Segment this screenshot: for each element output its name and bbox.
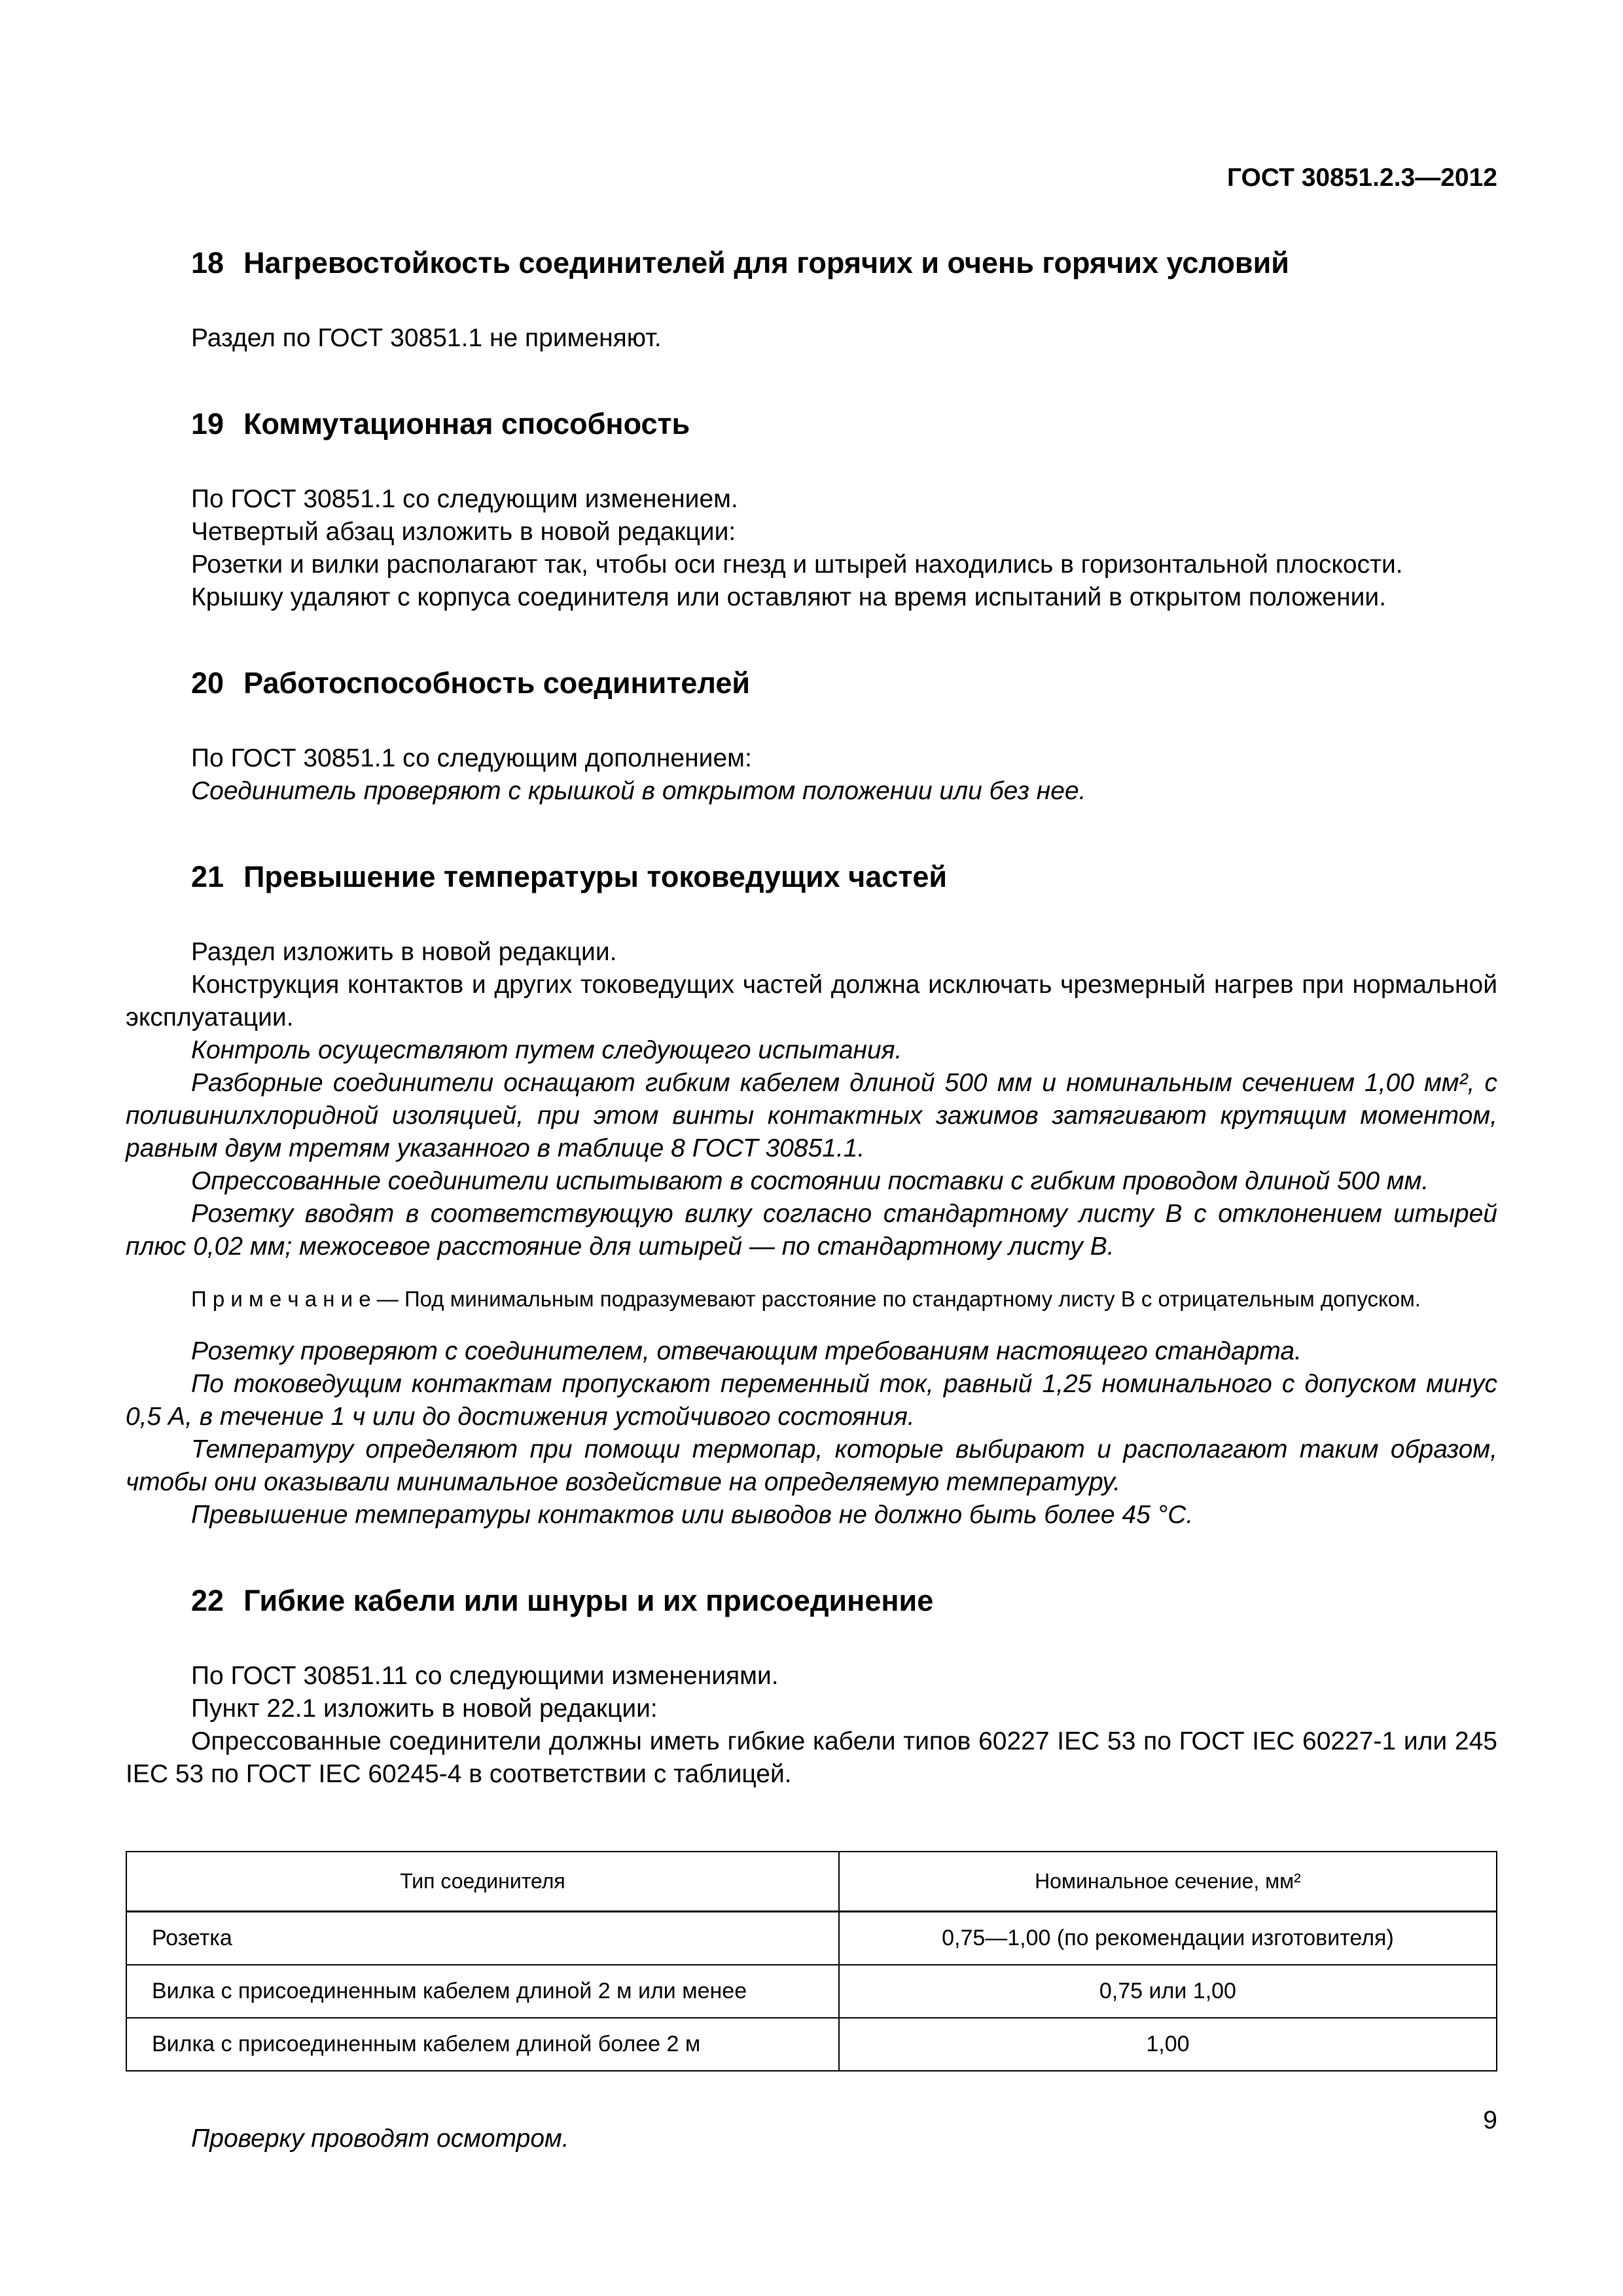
nominal-section-cell: 0,75 или 1,00 — [839, 1965, 1497, 2018]
section-18-heading — [191, 245, 1497, 281]
table-header-row — [126, 1852, 1497, 1912]
s19-paragraph-3: Розетки и вилки располагают так, чтобы оси гнезд и штырей находились в горизонтальной плоскости. — [191, 550, 1403, 579]
s21-note: П р и м е ч а н и е — Под минимальным подразумевают расстояние по стандартному листу B с отрицательным допуском. — [191, 1287, 1421, 1311]
s20-paragraph-1: По ГОСТ 30851.1 со следующим дополнением: — [191, 744, 752, 772]
section-22-heading — [191, 1583, 1497, 1619]
s19-paragraph-2: Четвертый абзац изложить в новой редакции: — [191, 518, 736, 546]
nominal-section-cell: 1,00 — [839, 2018, 1497, 2071]
section-19-title: Коммутационная способность — [243, 407, 690, 440]
nominal-section-cell: 0,75—1,00 (по рекомендации изготовителя) — [839, 1912, 1497, 1965]
s21-paragraph-1: Раздел изложить в новой редакции. — [191, 938, 617, 966]
section-19-number: 19 — [191, 407, 224, 440]
table-row — [126, 2018, 1497, 2071]
s22-paragraph-1: По ГОСТ 30851.11 со следующими изменениями. — [191, 1662, 779, 1690]
connector-type-cell: Вилка с присоединенным кабелем длиной более 2 м — [126, 2018, 839, 2071]
table-body — [126, 1912, 1497, 2072]
s21-paragraph-10: Превышение температуры контактов или выводов не должно быть более 45 °С. — [191, 1501, 1194, 1529]
s19-paragraph-4: Крышку удаляют с корпуса соединителя или оставляют на время испытаний в открытом положении. — [191, 583, 1387, 611]
section-20-heading — [191, 665, 1497, 702]
s21-paragraph-8: По токоведущим контактам пропускают переменный ток, равный 1,25 номинального с допуском минус 0,5 А, в течение 1 ч или до достижения устойчивого состояния. — [126, 1370, 1497, 1431]
s21-paragraph-9: Температуру определяют при помощи термопар, которые выбирают и располагают таким образом, чтобы они оказывали минимальное воздействие на определяемую температуру. — [126, 1435, 1497, 1496]
s21-paragraph-3: Контроль осуществляют путем следующего испытания. — [191, 1036, 902, 1064]
s18-paragraph-1: Раздел по ГОСТ 30851.1 не применяют. — [191, 324, 662, 352]
page-number: 9 — [1483, 2106, 1497, 2134]
section-19-heading — [191, 406, 1497, 442]
cable-section-table — [126, 1851, 1497, 2072]
table-header — [126, 1852, 1497, 1912]
s21-paragraph-7: Розетку проверяют с соединителем, отвечающим требованиям настоящего стандарта. — [191, 1337, 1302, 1365]
connector-type-cell: Вилка с присоединенным кабелем длиной 2 м или менее — [126, 1965, 839, 2018]
doc-code: ГОСТ 30851.2.3—2012 — [1226, 164, 1497, 192]
section-18-number: 18 — [191, 246, 224, 279]
section-18-title: Нагревостойкость соединителей для горячих и очень горячих условий — [243, 246, 1289, 279]
s22-paragraph-4: Проверку проводят осмотром. — [191, 2125, 569, 2153]
section-21-heading — [191, 859, 1497, 895]
table-col1-header: Тип соединителя — [126, 1852, 839, 1912]
s21-paragraph-4: Разборные соединители оснащают гибким кабелем длиной 500 мм и номинальным сечением 1,00 мм², с поливинилхлоридной изоляцией, при этом винты контактных зажимов затягивают крутящим моментом, равным двум третям указанного в таблице 8 ГОСТ 30851.1. — [126, 1069, 1497, 1162]
s21-paragraph-2: Конструкция контактов и других токоведущих частей должна исключать чрезмерный нагрев при нормальной эксплуатации. — [126, 971, 1497, 1031]
section-22-number: 22 — [191, 1584, 224, 1617]
connector-type-cell: Розетка — [126, 1912, 839, 1965]
section-21-number: 21 — [191, 860, 224, 893]
s21-paragraph-6: Розетку вводят в соответствующую вилку согласно стандартному листу B с отклонением штырей плюс 0,02 мм; межосевое расстояние для штырей — по стандартному листу B. — [126, 1200, 1497, 1261]
s20-paragraph-2: Соединитель проверяют с крышкой в открытом положении или без нее. — [191, 777, 1086, 805]
section-20-title: Работоспособность соединителей — [243, 666, 751, 700]
s21-paragraph-5: Опрессованные соединители испытывают в состоянии поставки с гибким проводом длиной 500 мм. — [191, 1167, 1429, 1195]
section-22-title: Гибкие кабели или шнуры и их присоединение — [243, 1584, 934, 1617]
s22-paragraph-2: Пункт 22.1 изложить в новой редакции: — [191, 1695, 658, 1723]
table-col2-header: Номинальное сечение, мм² — [839, 1852, 1497, 1912]
table-row — [126, 1965, 1497, 2018]
table-row — [126, 1912, 1497, 1965]
section-21-title: Превышение температуры токоведущих частей — [243, 860, 948, 893]
s19-paragraph-1: По ГОСТ 30851.1 со следующим изменением. — [191, 485, 738, 513]
section-20-number: 20 — [191, 666, 224, 700]
s22-paragraph-3: Опрессованные соединители должны иметь гибкие кабели типов 60227 IEC 53 по ГОСТ IEC 60227-1 или 245 IEC 53 по ГОСТ IEC 60245-4 в соответствии с таблицей. — [126, 1727, 1497, 1788]
